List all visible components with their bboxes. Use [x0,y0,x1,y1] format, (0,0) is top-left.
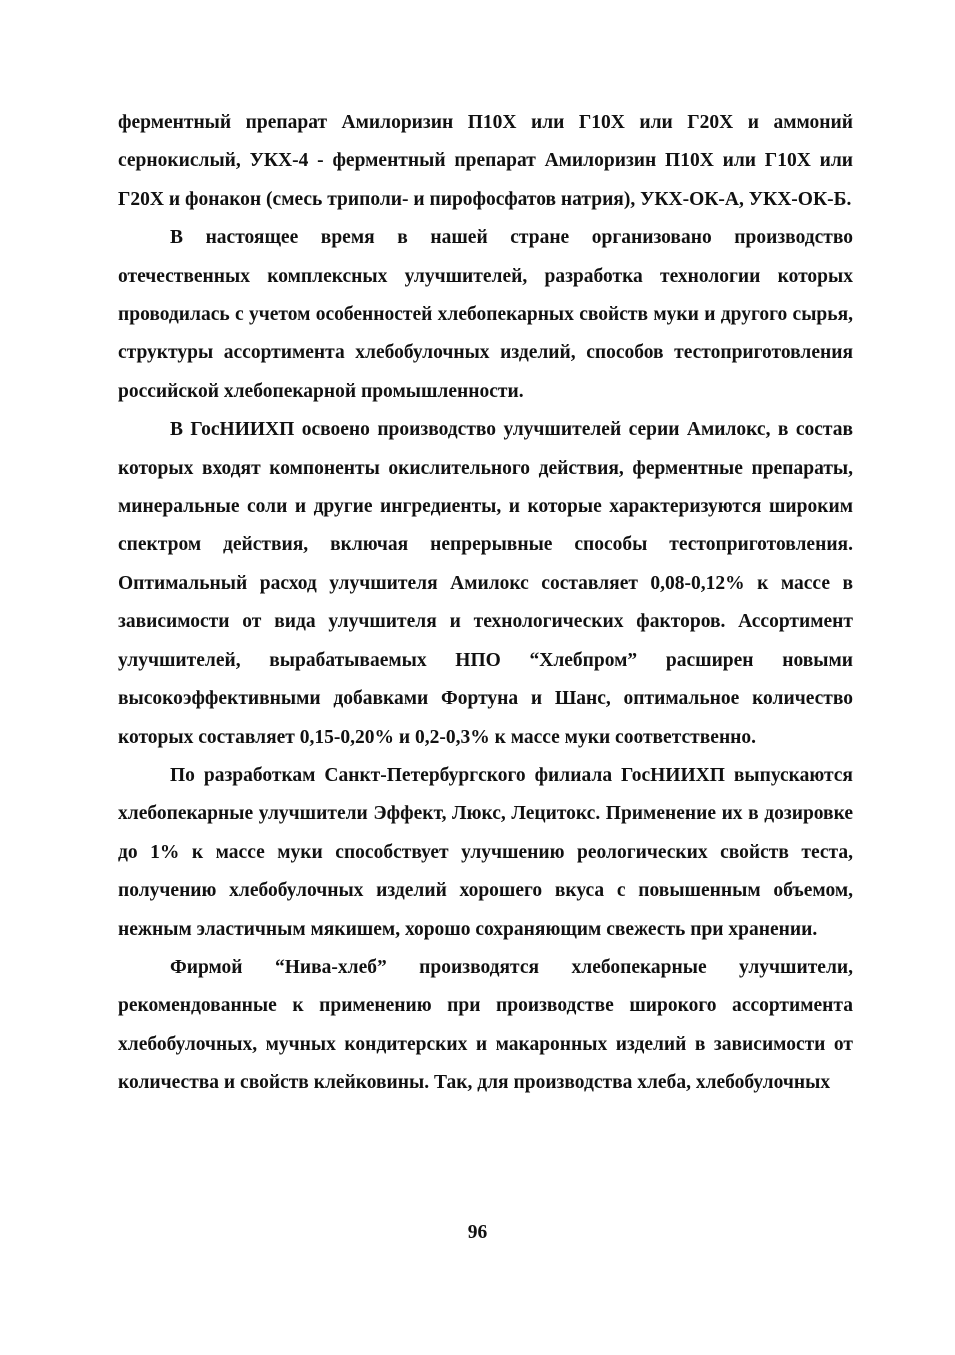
paragraph-domestic-improvers: В настоящее время в нашей стране организовано производство отечественных комплексных улучшителей, разработка технологии которых проводилась с учетом особенностей хлебопекарных свойств муки и другого сырья, структуры ассортимента хлебобулочных изделий, способов тестоприготовления российской хлебопекарной промышленности. [118,227,853,402]
paragraph-niva-khleb: Фирмой “Нива-хлеб” производятся хлебопекарные улучшители, рекомендованные к применению при производстве широкого ассортимента хлебобулочных, мучных кондитерских и макаронных изделий в зависимости от количества и свойств клейковины. Так, для производства хлеба, хлебобулочных [118,956,853,1094]
paragraph-continuation: ферментный препарат Амилоризин П10Х или Г10Х или Г20Х и аммоний сернокислый, УКХ-4 - ферментный препарат Амилоризин П10Х или Г10Х или Г20Х и фонакон (смесь триполи- и пирофосфатов натрия), УКХ-ОК-А, УКХ-ОК-Б. [118,112,853,210]
page-number: 96 [467,1222,488,1243]
body-text [118,104,853,1103]
paragraph-amilox: В ГосНИИХП освоено производство улучшителей серии Амилокс, в состав которых входят компоненты окислительного действия, ферментные препараты, минеральные соли и другие ингредиенты, и которые характеризуются широким спектром действия, включая непрерывные способы тестоприготовления. Оптимальный расход улучшителя Амилокс составляет 0,08-0,12% к массе в зависимости от вида улучшителя и технологических факторов. Ассортимент улучшителей, вырабатываемых НПО “Хлебпром” расширен новыми высокоэффективными добавками Фортуна и Шанс, оптимальное количество которых составляет 0,15-0,20% и 0,2-0,3% к массе муки соответственно. [118,419,853,748]
paragraph-spb-branch: По разработкам Санкт-Петербургского филиала ГосНИИХП выпускаются хлебопекарные улучшители Эффект, Люкс, Лецитокс. Применение их в дозировке до 1% к массе муки способствует улучшению реологических свойств теста, получению хлебобулочных изделий хорошего вкуса с повышенным объемом, нежным эластичным мякишем, хорошо сохраняющим свежесть при хранении. [118,764,853,940]
